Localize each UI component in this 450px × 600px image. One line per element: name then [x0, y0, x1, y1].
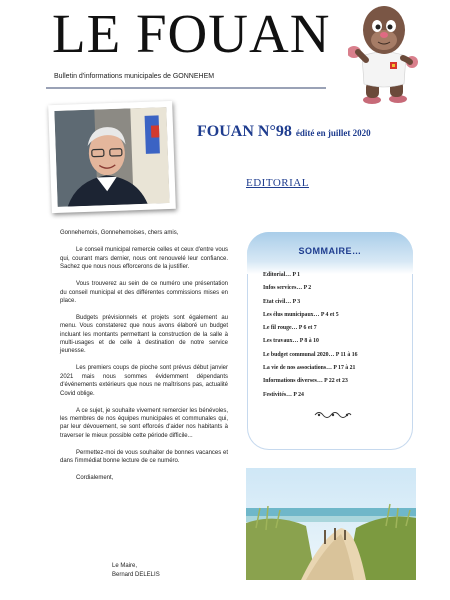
sommaire-item: Etat civil… P 3	[263, 298, 301, 305]
editorial-paragraph: Budgets prévisionnels et projets sont également au menu. Vous constaterez que nous avons élaboré un budget incluant les montants permettant la construction de la salle à multi-usages et de celle à destination de notre service jeunesse.	[60, 314, 228, 355]
sommaire-list	[263, 269, 358, 402]
mayor-portrait-photo	[54, 107, 169, 207]
editorial-paragraph: Les premiers coups de pioche sont prévus début janvier 2021 mais nous sommes évidemment dépendants d'événements extérieurs que nous ne maîtrisons pas, actualité Covid oblige.	[60, 365, 228, 397]
editorial-body	[60, 229, 228, 491]
editorial-greeting: Gonnehemois, Gonnehemoises, chers amis,	[60, 230, 179, 236]
issue-date: édité en juillet 2020	[295, 128, 371, 138]
mascot-mole-illustration	[348, 2, 418, 106]
header-rule	[46, 87, 326, 89]
decorative-ornament-icon	[313, 410, 353, 420]
sommaire-item: La vie de nos associations… P 17 à 21	[263, 365, 356, 372]
sommaire-item: Les travaux… P 8 à 10	[263, 338, 319, 345]
issue-number: FOUAN N°98	[197, 123, 292, 140]
issue-heading	[197, 123, 371, 141]
sommaire-item: Les élus municipaux… P 4 et 5	[263, 311, 339, 318]
editorial-paragraph: Vous trouverez au sein de ce numéro une présentation du conseil municipal et des différentes commissions mises en place.	[60, 281, 228, 304]
masthead-subtitle: Bulletin d'informations municipales de GONNEHEM	[54, 73, 215, 80]
beach-dunes-photo	[246, 468, 416, 580]
signature-role: Le Maire,	[112, 563, 138, 569]
sommaire-title: SOMMAIRE…	[298, 246, 362, 256]
sommaire-item: Le budget communal 2020… P 11 à 16	[263, 351, 358, 358]
sommaire-box	[247, 232, 413, 450]
sommaire-item: Le fil rouge… P 6 et 7	[263, 325, 317, 332]
editorial-closing: Cordialement,	[76, 474, 114, 481]
editorial-title: EDITORIAL	[246, 177, 309, 189]
editorial-signature	[112, 562, 160, 579]
sommaire-item: Informations diverses… P 22 et 23	[263, 378, 348, 385]
editorial-paragraph: Permettez-moi de vous souhaiter de bonnes vacances et dans l'immédiat bonne lecture de ce numéro.	[60, 449, 228, 465]
sommaire-item: Editorial… P 1	[263, 272, 301, 278]
editorial-paragraph: A ce sujet, je souhaite vivement remercier les bénévoles, les membres de nos équipes municipales et communales qui, par leur dévouement, se sont efforcés d'aider nos habitants à traverser le mieux possible cette période difficile...	[60, 407, 228, 439]
mayor-photo-frame	[48, 101, 176, 213]
signature-name: Bernard DELELIS	[112, 571, 160, 578]
sommaire-item: Festivités… P 24	[263, 391, 304, 398]
sommaire-item: Infos services… P 2	[263, 285, 312, 292]
masthead-title: LE FOUAN	[52, 3, 331, 64]
editorial-paragraph: Le conseil municipal remercie celles et ceux d'entre vous qui, courant mars dernier, nous ont renouvelé leur confiance. Sachez que nous nous efforcerons de la justifier.	[60, 247, 228, 271]
